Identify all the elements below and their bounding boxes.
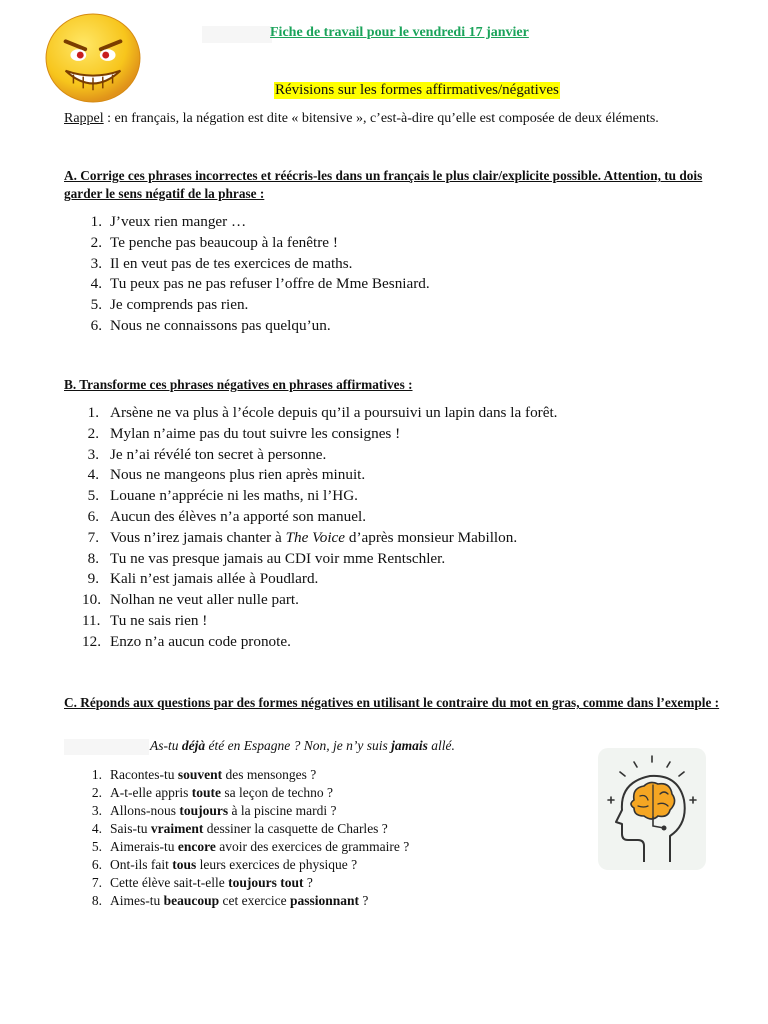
list-item: 6. Ont-ils fait tous leurs exercices de physique ? bbox=[91, 857, 358, 872]
list-item: 6. Aucun des élèves n’a apporté son manuel. bbox=[87, 507, 366, 525]
list-item: 5. Je comprends pas rien. bbox=[90, 296, 249, 314]
list-item: 4. Nous ne mangeons plus rien après minuit. bbox=[87, 466, 366, 484]
rappel-label: Rappel bbox=[64, 111, 104, 126]
list-item: 11. Tu ne sais rien ! bbox=[82, 611, 208, 629]
list-item: 6. Nous ne connaissons pas quelqu’un. bbox=[90, 316, 331, 334]
list-item: 7. Cette élève sait-t-elle toujours tout ? bbox=[91, 875, 313, 890]
grinning-smiley-icon bbox=[44, 12, 142, 104]
rappel-note bbox=[64, 111, 659, 127]
list-item: 1. Racontes-tu souvent des mensonges ? bbox=[91, 767, 317, 782]
list-item: 2. Te penche pas beaucoup à la fenêtre ! bbox=[90, 233, 338, 251]
page-title: Fiche de travail pour le vendredi 17 janvier bbox=[270, 25, 529, 40]
head-brain-idea-icon bbox=[598, 748, 706, 870]
list-item: 1. Arsène ne va plus à l’école depuis qu’il a poursuivi un lapin dans la forêt. bbox=[87, 404, 558, 421]
shaded-area bbox=[202, 26, 272, 43]
list-item: 12. Enzo n’a aucun code pronote. bbox=[82, 632, 291, 650]
list-item: 7. Vous n’irez jamais chanter à The Voice d’après monsieur Mabillon. bbox=[87, 528, 518, 546]
list-item: 5. Louane n’apprécie ni les maths, ni l’HG. bbox=[87, 487, 358, 505]
rappel-text: : en français, la négation est dite « bitensive », c’est-à-dire qu’elle est composée de deux éléments. bbox=[103, 111, 659, 126]
section-b-title: B. Transforme ces phrases négatives en phrases affirmatives : bbox=[64, 377, 413, 392]
worksheet-subtitle: Révisions sur les formes affirmatives/négatives bbox=[275, 82, 559, 98]
list-item: 2. Mylan n’aime pas du tout suivre les consignes ! bbox=[87, 424, 401, 442]
list-item: 4. Sais-tu vraiment dessiner la casquette de Charles ? bbox=[91, 821, 388, 836]
list-item: 3. Allons-nous toujours à la piscine mardi ? bbox=[91, 803, 337, 818]
section-a-title: A. Corrige ces phrases incorrectes et réécris-les dans un français le plus clair/explicite possible. Attention, tu dois garder le sens négatif de la phrase : bbox=[64, 168, 703, 201]
section-c-title: C. Réponds aux questions par des formes négatives en utilisant le contraire du mot en gras, comme dans l’exemple : bbox=[64, 695, 720, 710]
list-item: 8. Aimes-tu beaucoup cet exercice passionnant ? bbox=[91, 893, 369, 908]
list-item: 4. Tu peux pas ne pas refuser l’offre de Mme Besniard. bbox=[90, 275, 430, 293]
section-a-list bbox=[82, 212, 430, 337]
list-item: 9. Kali n’est jamais allée à Poudlard. bbox=[87, 570, 319, 588]
list-item: 5. Aimerais-tu encore avoir des exercices de grammaire ? bbox=[91, 839, 410, 854]
list-item: 3. Je n’ai révélé ton secret à personne. bbox=[87, 445, 327, 463]
list-item: 10. Nolhan ne veut aller nulle part. bbox=[82, 591, 299, 609]
shaded-area bbox=[64, 739, 149, 755]
section-b-list bbox=[82, 403, 557, 653]
example-sentence: As-tu déjà été en Espagne ? Non, je n’y suis jamais allé. bbox=[150, 738, 455, 753]
list-item: 1. J’veux rien manger … bbox=[90, 213, 247, 230]
list-item: 8. Tu ne vas presque jamais au CDI voir mme Rentschler. bbox=[87, 549, 446, 567]
list-item: 2. A-t-elle appris toute sa leçon de techno ? bbox=[91, 785, 334, 800]
section-c-list bbox=[82, 766, 409, 910]
list-item: 3. Il en veut pas de tes exercices de maths. bbox=[90, 254, 353, 272]
